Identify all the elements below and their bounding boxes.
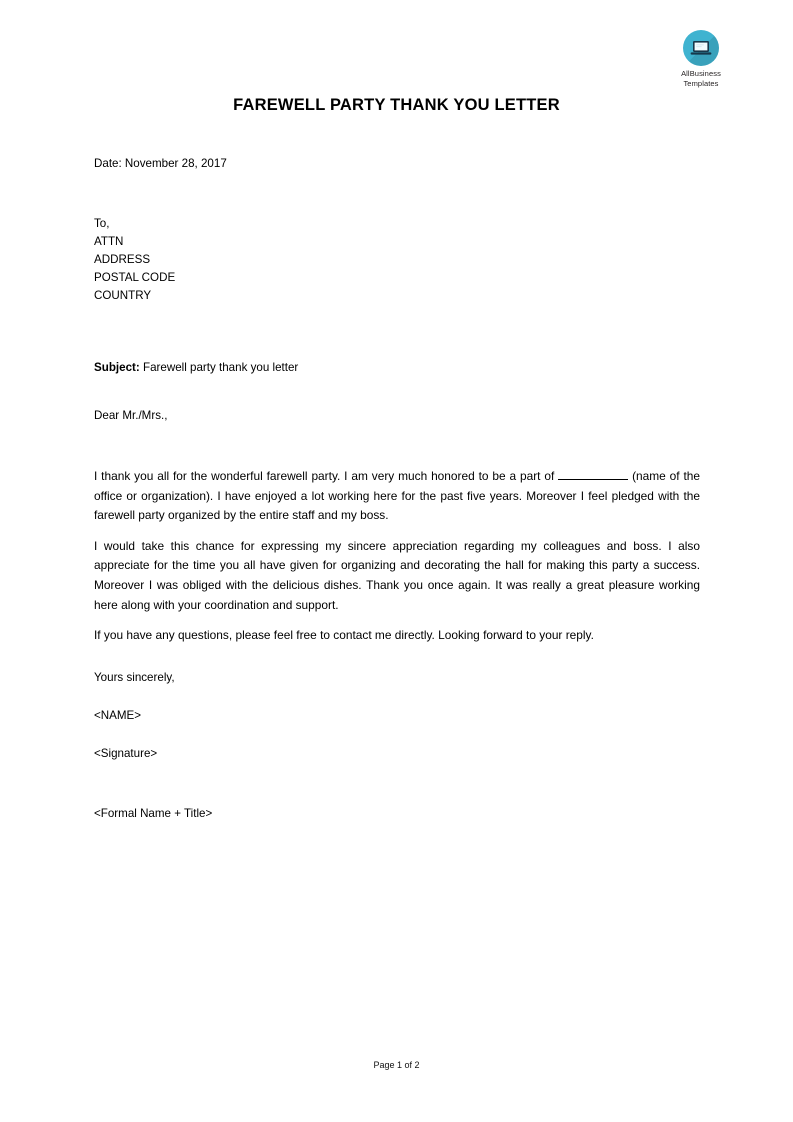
laptop-icon: [683, 30, 719, 66]
closing-line: Yours sincerely,: [94, 670, 175, 684]
allbusiness-templates-logo[interactable]: [653, 30, 749, 88]
spacer: [94, 687, 700, 707]
paragraph-3: If you have any questions, please feel free to contact me directly. Looking forward to your reply.: [94, 628, 594, 643]
spacer: [94, 763, 700, 805]
paragraph-1-text-b: (name of the office or organization). I have enjoyed a lot working here for the past five years. Moreover I feel pledged with the farewell party organized by the entire staff and my boss.: [94, 469, 700, 523]
logo-text-line2: Templates: [683, 78, 719, 88]
formal-name-placeholder: <Formal Name + Title>: [94, 806, 213, 820]
subject-value: Farewell party thank you letter: [142, 361, 299, 374]
spacer: [94, 725, 700, 745]
date-line: Date: November 28, 2017: [94, 157, 227, 170]
recipient-line-postal-code: POSTAL CODE: [94, 271, 176, 284]
paragraph-2: I would take this chance for expressing my sincere appreciation regarding my colleagues and boss. I also appreciate for the time you all have given for organizing and decorating the hall for making this party a success. Moreover I was obliged with the delicious dishes. Thank you once again. It was really a great pleasure working here along with your coordination and support.: [94, 538, 700, 612]
paragraph-1: [94, 467, 700, 526]
spacer: [94, 173, 700, 215]
fill-in-blank[interactable]: [558, 479, 628, 480]
recipient-line-to: To,: [94, 217, 110, 230]
spacer: [94, 377, 700, 407]
spacer: [94, 425, 700, 455]
signature-placeholder: <Signature>: [94, 746, 158, 760]
subject-line: [94, 359, 700, 377]
salutation: Dear Mr./Mrs.,: [94, 409, 168, 422]
subject-label: Subject:: [94, 361, 140, 374]
recipient-line-attn: ATTN: [94, 235, 124, 248]
spacer: [94, 305, 700, 347]
recipient-line-country: COUNTRY: [94, 289, 152, 302]
logo-text: [653, 69, 749, 88]
paragraph-1-text-a: I thank you all for the wonderful farewell party. I am very much honored to be a part of: [94, 469, 555, 483]
letter-body: [94, 155, 700, 823]
page-footer: Page 1 of 2: [373, 1060, 420, 1070]
spacer: [94, 347, 700, 359]
recipient-line-address: ADDRESS: [94, 253, 151, 266]
logo-text-line1: AllBusiness: [681, 69, 721, 78]
spacer: [94, 657, 700, 669]
page-title: FAREWELL PARTY THANK YOU LETTER: [233, 96, 560, 114]
name-placeholder: <NAME>: [94, 708, 142, 722]
spacer: [94, 455, 700, 467]
